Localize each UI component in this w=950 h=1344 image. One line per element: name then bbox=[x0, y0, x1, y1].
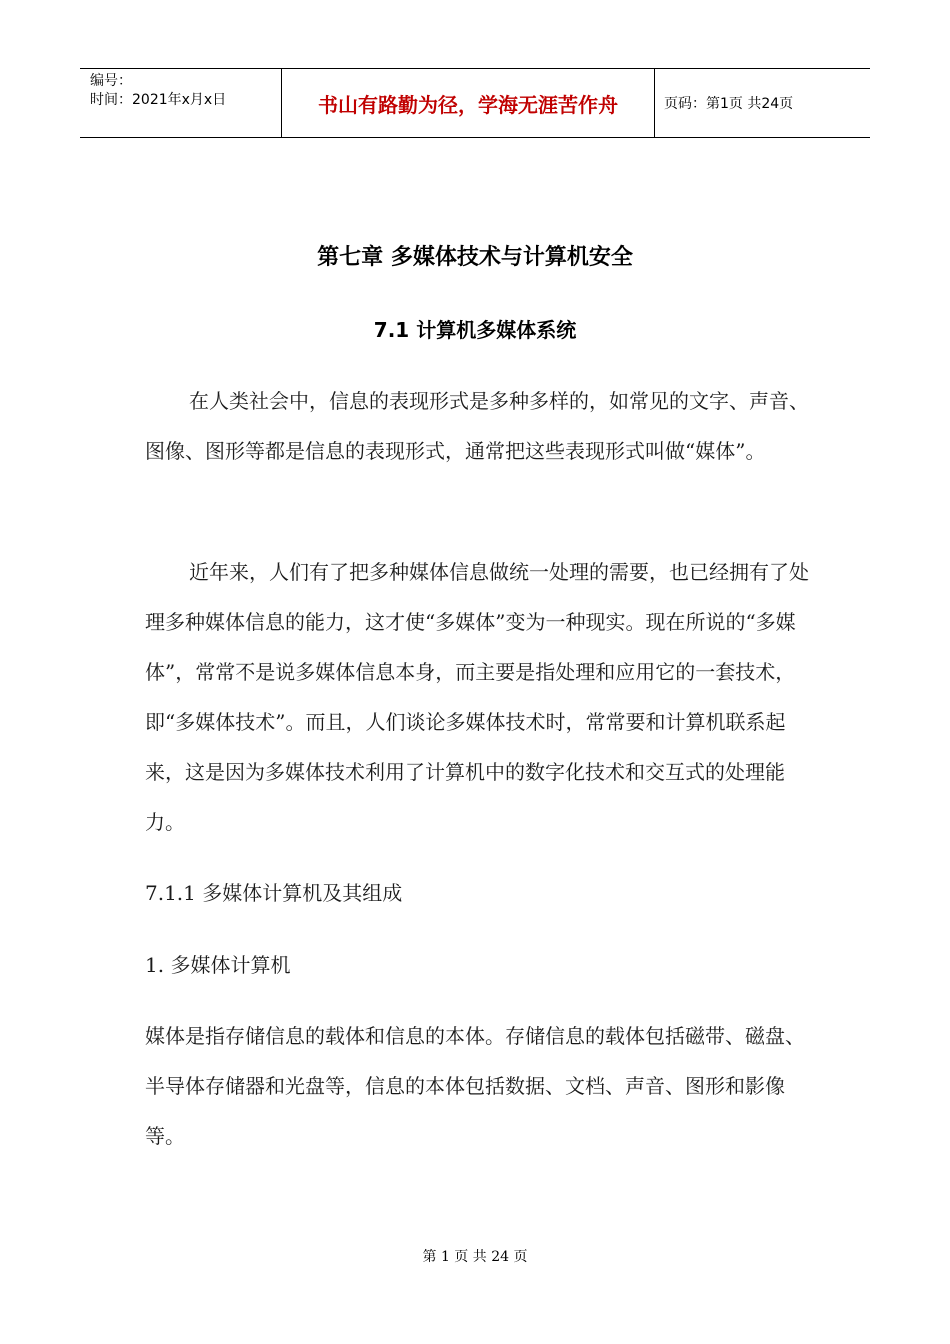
paragraph-intro: 在人类社会中，信息的表现形式是多种多样的，如常见的文字、声音、图像、图形等都是信息的表现形式，通常把这些表现形式叫做“媒体”。 bbox=[145, 389, 809, 463]
time-label: 时间：2021年x月x日 bbox=[90, 92, 227, 108]
header-table bbox=[80, 68, 870, 138]
header-motto-cell bbox=[281, 69, 655, 137]
item-title: 1. 多媒体计算机 bbox=[145, 953, 291, 977]
number-label: 编号： bbox=[90, 73, 132, 89]
header-page-info bbox=[655, 69, 870, 137]
section-title: 7.1 计算机多媒体系统 bbox=[373, 318, 577, 342]
page-footer: 第 1 页 共 24 页 bbox=[422, 1249, 528, 1265]
subsection-title: 7.1.1 多媒体计算机及其组成 bbox=[145, 881, 403, 905]
page-info-text: 页码：第1页 共24页 bbox=[664, 96, 794, 112]
header-meta bbox=[80, 69, 281, 137]
paragraph-media-definition: 媒体是指存储信息的载体和信息的本体。存储信息的载体包括磁带、磁盘、半导体存储器和光盘等，信息的本体包括数据、文档、声音、图形和影像等。 bbox=[145, 1024, 805, 1148]
motto-text: 书山有路勤为径，学海无涯苦作舟 bbox=[318, 92, 618, 117]
paragraph-multimedia-tech: 近年来，人们有了把多种媒体信息做统一处理的需要，也已经拥有了处理多种媒体信息的能力，这才使“多媒体”变为一种现实。现在所说的“多媒体”，常常不是说多媒体信息本身，而主要是指处理和应用它的一套技术，即“多媒体技术”。而且，人们谈论多媒体技术时，常常要和计算机联系起来，这是因为多媒体技术利用了计算机中的数字化技术和交互式的处理能力。 bbox=[145, 560, 809, 834]
chapter-title: 第七章 多媒体技术与计算机安全 bbox=[317, 245, 633, 270]
